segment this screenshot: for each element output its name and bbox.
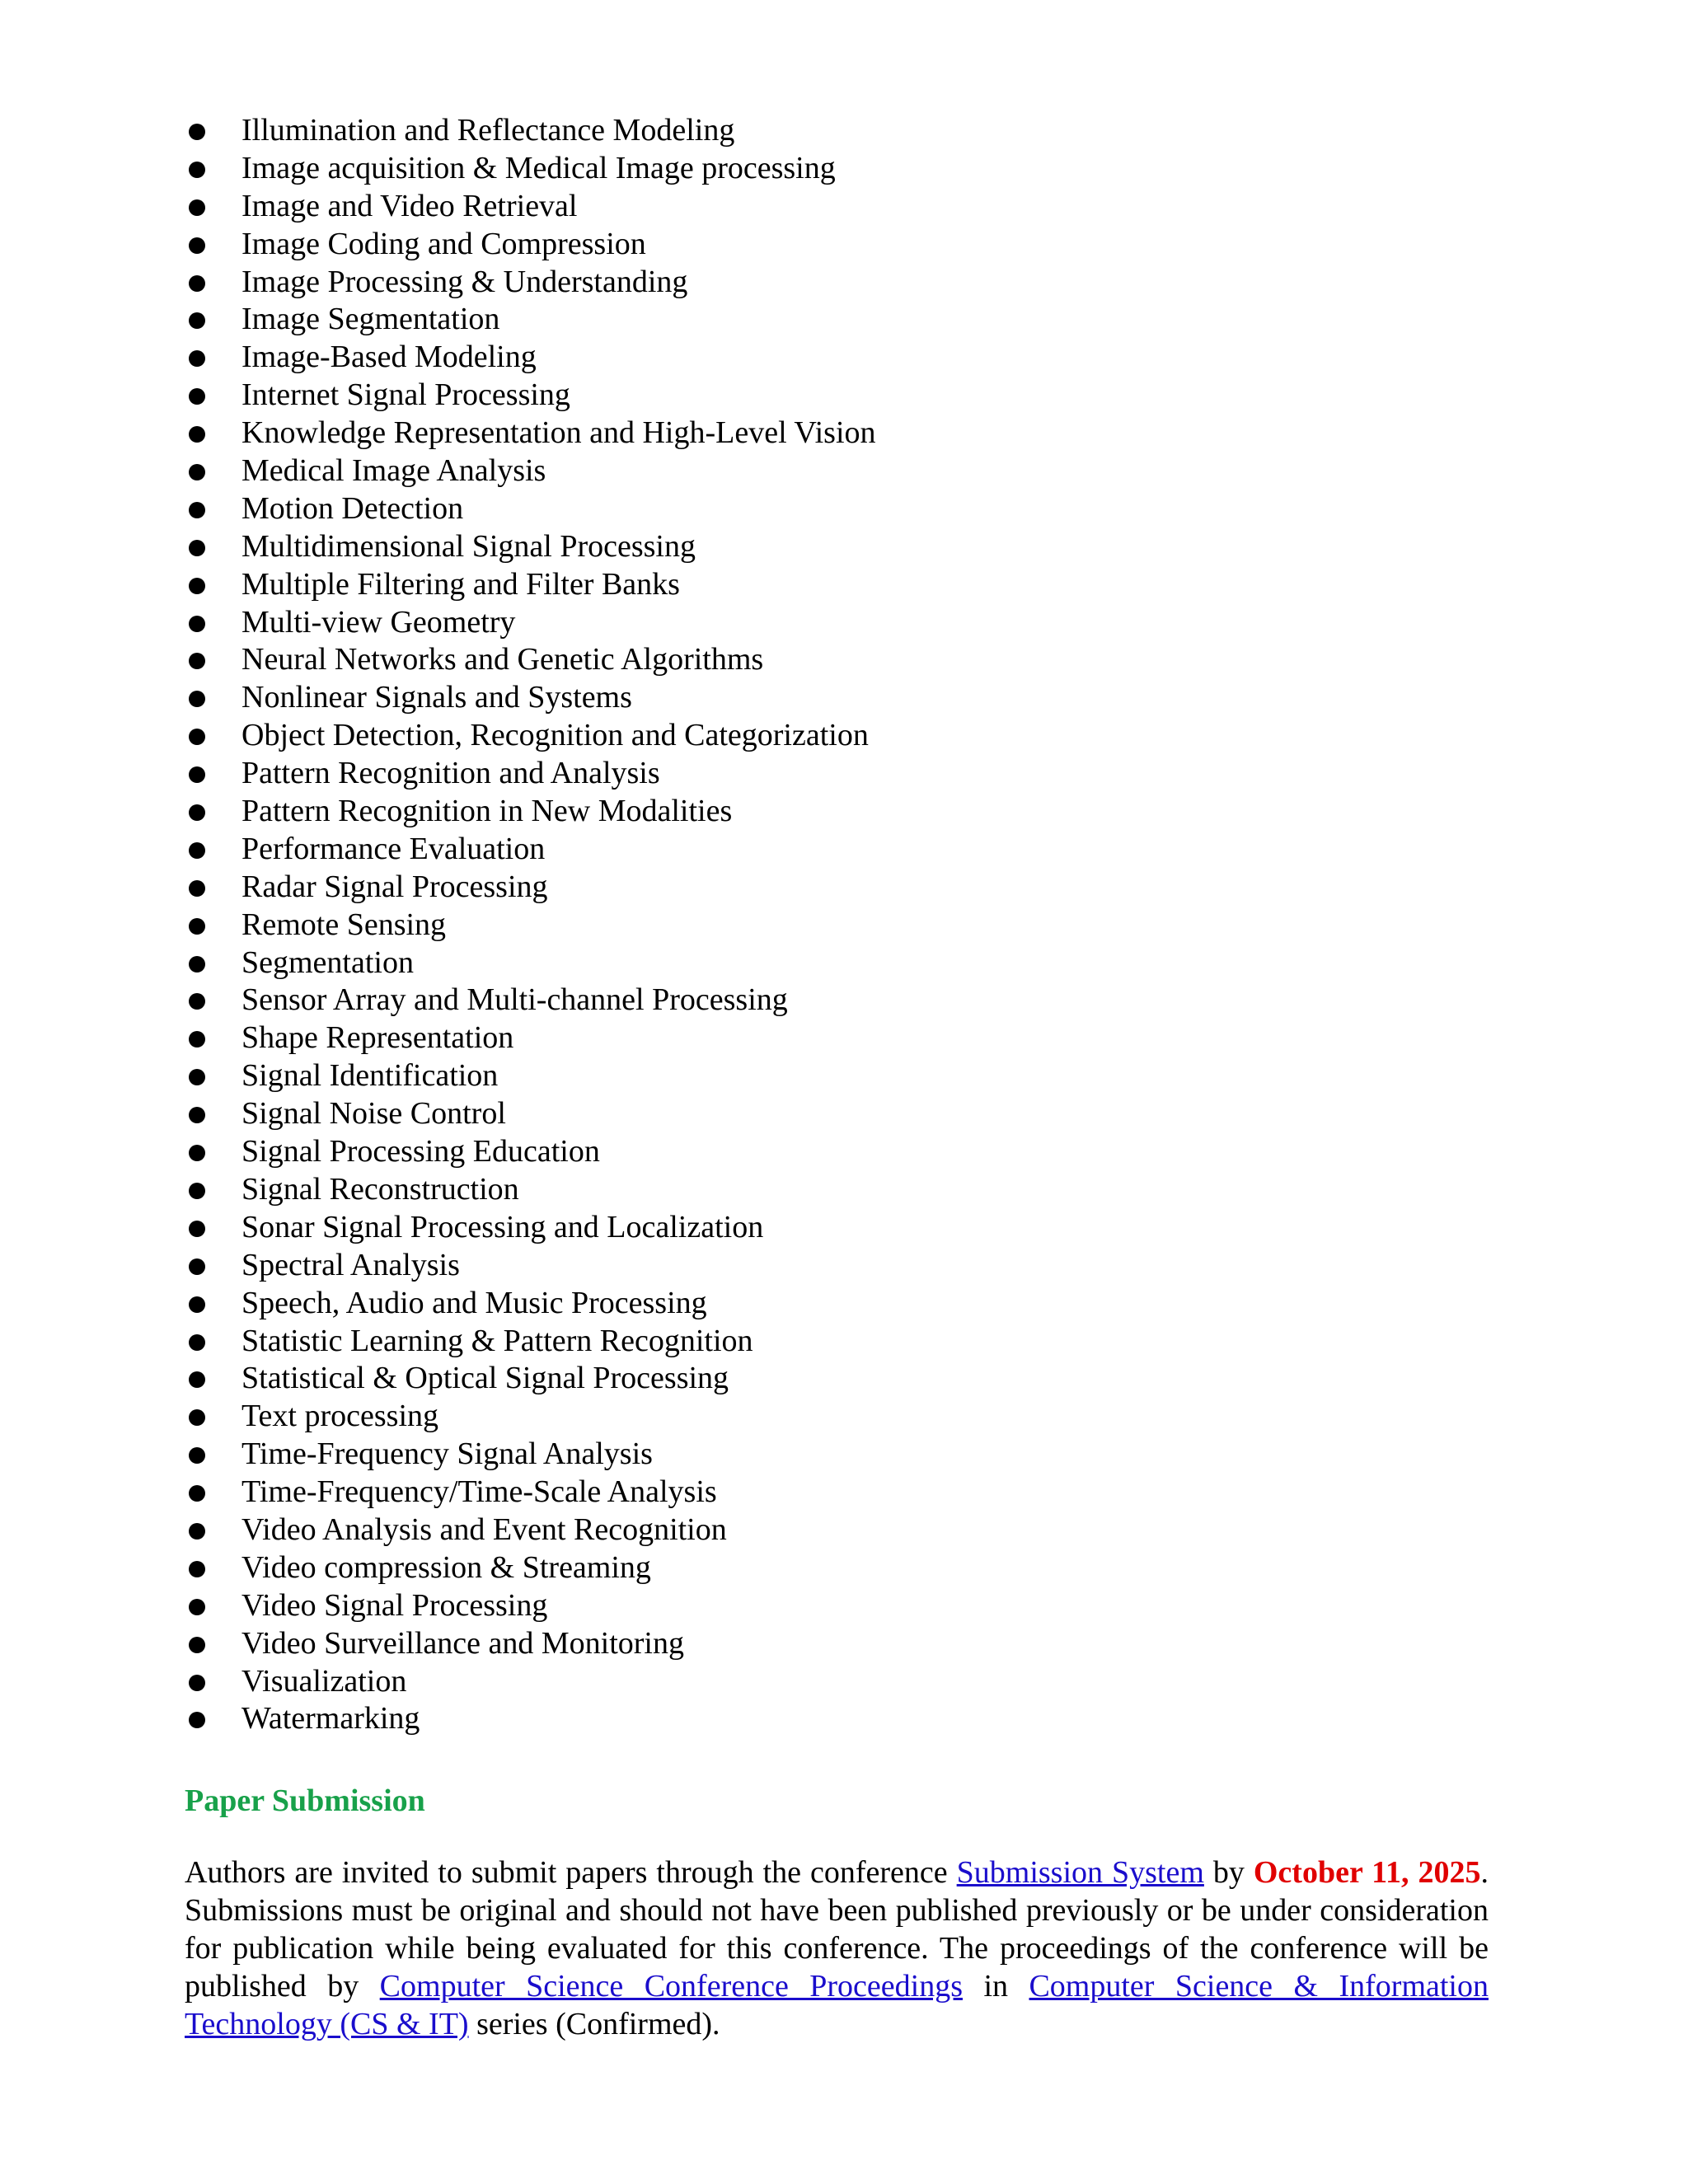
topic-label: Video Surveillance and Monitoring <box>241 1625 684 1661</box>
topic-label: Time-Frequency/Time-Scale Analysis <box>241 1474 717 1510</box>
topic-label: Remote Sensing <box>241 907 447 942</box>
topic-label: Statistic Learning & Pattern Recognition <box>241 1323 753 1358</box>
bullet-icon <box>189 350 205 367</box>
topic-item <box>0 452 1688 490</box>
topic-item <box>0 1323 1688 1361</box>
topic-item <box>0 339 1688 377</box>
topic-label: Internet Signal Processing <box>241 377 570 413</box>
bullet-icon <box>189 1107 205 1123</box>
topic-label: Image acquisition & Medical Image processing <box>241 150 836 185</box>
topic-item <box>0 415 1688 452</box>
topic-item <box>0 1133 1688 1171</box>
topic-label: Signal Processing Education <box>241 1134 600 1169</box>
bullet-icon <box>189 124 205 140</box>
topic-item <box>0 112 1688 150</box>
topic-item <box>0 490 1688 528</box>
topic-item <box>0 301 1688 339</box>
topic-label: Spectral Analysis <box>241 1247 460 1282</box>
bullet-icon <box>189 653 205 669</box>
topic-label: Object Detection, Recognition and Categorization <box>241 718 869 753</box>
topic-item <box>0 1511 1688 1549</box>
bullet-icon <box>189 312 205 329</box>
topic-label: Neural Networks and Genetic Algorithms <box>241 642 764 677</box>
bullet-icon <box>189 237 205 254</box>
topic-label: Sensor Array and Multi-channel Processing <box>241 982 788 1018</box>
topic-label: Multi-view Geometry <box>241 604 516 640</box>
bullet-icon <box>189 1371 205 1388</box>
bullet-icon <box>189 1561 205 1577</box>
topic-label: Performance Evaluation <box>241 831 546 866</box>
topic-item <box>0 944 1688 982</box>
bullet-icon <box>189 1409 205 1426</box>
bullet-icon <box>189 275 205 292</box>
topic-label: Image Coding and Compression <box>241 226 646 261</box>
topic-item <box>0 1436 1688 1474</box>
topic-item <box>0 1285 1688 1323</box>
topic-item <box>0 1360 1688 1398</box>
section-heading: Paper Submission <box>185 1783 425 1818</box>
bullet-icon <box>189 1599 205 1615</box>
topic-item <box>0 528 1688 566</box>
topic-item <box>0 793 1688 831</box>
topic-label: Image Processing & Understanding <box>241 264 688 299</box>
bullet-icon <box>189 1031 205 1047</box>
topic-item <box>0 1209 1688 1247</box>
topic-label: Image Segmentation <box>241 302 500 337</box>
bullet-icon <box>189 1675 205 1691</box>
topic-item <box>0 1474 1688 1511</box>
topic-label: Image-Based Modeling <box>241 340 537 375</box>
topic-item <box>0 831 1688 869</box>
bullet-icon <box>189 1447 205 1464</box>
bullet-icon <box>189 616 205 632</box>
topic-label: Speech, Audio and Music Processing <box>241 1285 707 1320</box>
topic-item <box>0 717 1688 755</box>
topic-item <box>0 566 1688 604</box>
topic-item <box>0 1095 1688 1133</box>
topic-label: Visualization <box>241 1663 407 1699</box>
bullet-icon <box>189 766 205 783</box>
bullet-icon <box>189 502 205 518</box>
topic-item <box>0 226 1688 264</box>
bullet-icon <box>189 1485 205 1502</box>
topic-item <box>0 264 1688 302</box>
topic-item <box>0 604 1688 642</box>
bullet-icon <box>189 880 205 897</box>
paragraph-text: series (Confirmed). <box>468 2007 720 2041</box>
bullet-icon <box>189 540 205 556</box>
bullet-icon <box>189 804 205 821</box>
cs-it-series-link[interactable]: Computer Science & Information Technology (CS & IT) <box>185 1969 1489 2041</box>
paragraph-text: by <box>1203 1855 1254 1890</box>
topic-label: Signal Noise Control <box>241 1096 506 1132</box>
topic-label: Multidimensional Signal Processing <box>241 528 696 564</box>
topics-list <box>0 112 1688 1738</box>
topic-item <box>0 1700 1688 1738</box>
topic-item <box>0 1587 1688 1625</box>
bullet-icon <box>189 993 205 1010</box>
topic-label: Time-Frequency Signal Analysis <box>241 1436 653 1472</box>
topic-label: Video compression & Streaming <box>241 1549 651 1585</box>
bullet-icon <box>189 464 205 480</box>
bullet-icon <box>189 956 205 972</box>
topic-label: Signal Reconstruction <box>241 1171 519 1207</box>
topic-item <box>0 755 1688 793</box>
bullet-icon <box>189 1296 205 1313</box>
topic-label: Text processing <box>241 1399 439 1434</box>
bullet-icon <box>189 1523 205 1540</box>
topic-label: Motion Detection <box>241 490 464 526</box>
bullet-icon <box>189 1334 205 1351</box>
paragraph-text: . Submissions must be original and should not have been published previously or be under consideration for publication while being evaluated for this conference. The proceedings of the conference will be published by <box>185 1855 1489 2004</box>
bullet-icon <box>189 1221 205 1237</box>
topic-label: Medical Image Analysis <box>241 453 546 489</box>
bullet-icon <box>189 918 205 935</box>
bullet-icon <box>189 729 205 745</box>
topic-item <box>0 1663 1688 1701</box>
deadline-date: October 11, 2025 <box>1253 1855 1481 1890</box>
topic-label: Pattern Recognition and Analysis <box>241 756 660 791</box>
bullet-icon <box>189 1258 205 1275</box>
topic-label: Knowledge Representation and High-Level Vision <box>241 415 876 451</box>
topic-item <box>0 1019 1688 1057</box>
bullet-icon <box>189 426 205 443</box>
bullet-icon <box>189 199 205 216</box>
topic-item <box>0 1549 1688 1587</box>
bullet-icon <box>189 1069 205 1085</box>
topic-item <box>0 869 1688 907</box>
topic-item <box>0 1398 1688 1436</box>
topic-item <box>0 907 1688 944</box>
bullet-icon <box>189 842 205 859</box>
topic-item <box>0 641 1688 679</box>
bullet-icon <box>189 162 205 178</box>
topic-label: Watermarking <box>241 1701 420 1736</box>
topic-label: Segmentation <box>241 944 414 980</box>
bullet-icon <box>189 1183 205 1199</box>
topic-item <box>0 1247 1688 1285</box>
bullet-icon <box>189 1145 205 1161</box>
bullet-icon <box>189 1712 205 1728</box>
bullet-icon <box>189 1637 205 1653</box>
bullet-icon <box>189 388 205 405</box>
topic-label: Sonar Signal Processing and Localization <box>241 1209 764 1244</box>
topic-item <box>0 1057 1688 1095</box>
topic-item <box>0 679 1688 717</box>
paragraph-text: Authors are invited to submit papers through the conference <box>185 1855 957 1890</box>
submission-paragraph <box>185 1854 1489 2043</box>
topic-label: Statistical & Optical Signal Processing <box>241 1361 729 1396</box>
bullet-icon <box>189 691 205 707</box>
topic-label: Shape Representation <box>241 1020 514 1056</box>
topic-item <box>0 982 1688 1019</box>
topic-item <box>0 188 1688 226</box>
topic-item <box>0 1625 1688 1663</box>
topic-label: Video Analysis and Event Recognition <box>241 1511 727 1547</box>
topic-label: Signal Identification <box>241 1058 499 1094</box>
paragraph-text: in <box>963 1969 1029 2004</box>
submission-system-link[interactable]: Submission System <box>956 1855 1204 1890</box>
proceedings-link[interactable]: Computer Science Conference Proceedings <box>379 1969 963 2004</box>
topic-label: Multiple Filtering and Filter Banks <box>241 566 680 602</box>
topic-label: Illumination and Reflectance Modeling <box>241 113 735 148</box>
topic-label: Image and Video Retrieval <box>241 188 578 223</box>
topic-item <box>0 1171 1688 1209</box>
topic-item <box>0 150 1688 188</box>
topic-label: Video Signal Processing <box>241 1587 548 1623</box>
topic-label: Radar Signal Processing <box>241 869 548 904</box>
topic-label: Nonlinear Signals and Systems <box>241 680 632 715</box>
topic-item <box>0 377 1688 415</box>
bullet-icon <box>189 578 205 594</box>
topic-label: Pattern Recognition in New Modalities <box>241 794 733 829</box>
